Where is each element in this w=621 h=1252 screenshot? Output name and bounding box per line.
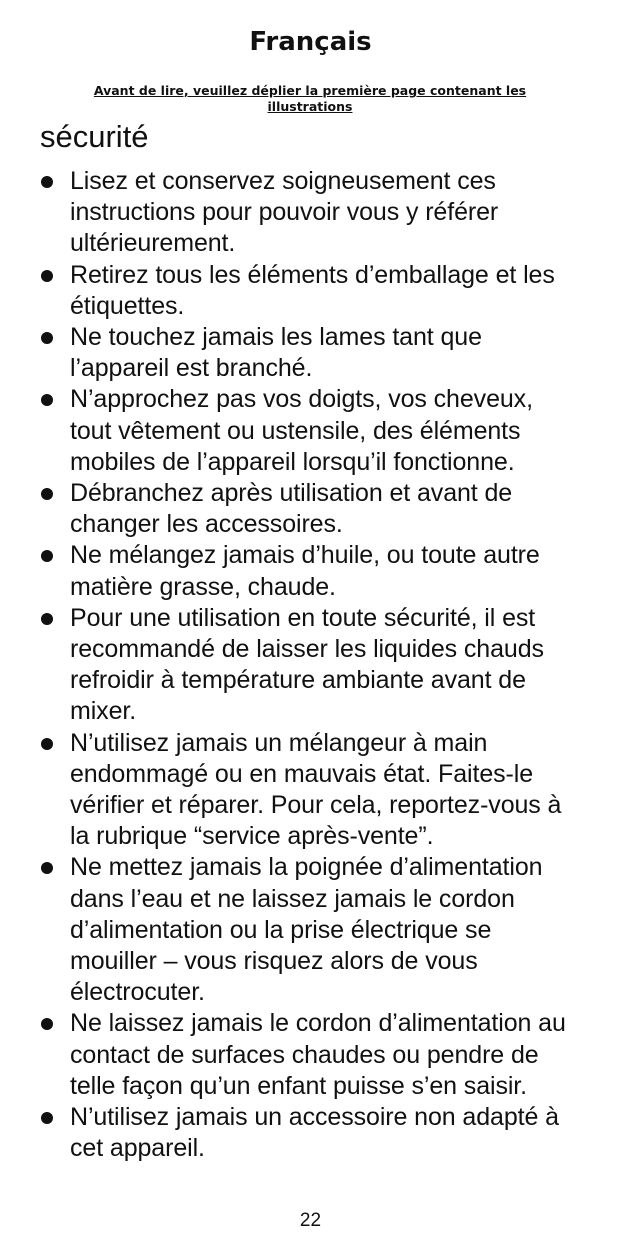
safety-list bbox=[0, 166, 621, 1165]
bullet-icon bbox=[41, 270, 53, 282]
list-item bbox=[0, 1102, 621, 1164]
list-item-text: N’approchez pas vos doigts, vos cheveux, tout vêtement ou ustensile, des éléments mobiles de l’appareil lorsqu’il fonctionne. bbox=[70, 385, 533, 476]
list-item bbox=[0, 540, 621, 602]
list-item-text: Ne mettez jamais la poignée d’alimentation dans l’eau et ne laissez jamais le cordon d’alimentation ou la prise électrique se mouiller – vous risquez alors de vous électrocuter. bbox=[70, 853, 543, 1007]
list-item-text: Ne mélangez jamais d’huile, ou toute autre matière grasse, chaude. bbox=[70, 541, 540, 601]
page-number: 22 bbox=[299, 1210, 322, 1231]
list-item bbox=[0, 384, 621, 478]
page-title: Français bbox=[249, 27, 372, 57]
list-item bbox=[0, 603, 621, 728]
unfold-notice: Avant de lire, veuillez déplier la première page contenant les illustrations bbox=[93, 83, 527, 114]
list-item-text: Lisez et conservez soigneusement ces instructions pour pouvoir vous y référer ultérieurement. bbox=[70, 167, 499, 258]
bullet-icon bbox=[41, 1112, 53, 1124]
bullet-icon bbox=[41, 613, 53, 625]
bullet-icon bbox=[41, 176, 53, 188]
list-item-text: N’utilisez jamais un mélangeur à main endommagé ou en mauvais état. Faites-le vérifier et réparer. Pour cela, reportez-vous à la rubrique “service après-vente”. bbox=[70, 728, 562, 851]
list-item bbox=[0, 478, 621, 540]
bullet-icon bbox=[41, 550, 53, 562]
bullet-icon bbox=[41, 488, 53, 500]
list-item bbox=[0, 166, 621, 260]
list-item-text: N’utilisez jamais un accessoire non adapté à cet appareil. bbox=[70, 1103, 559, 1163]
list-item bbox=[0, 728, 621, 853]
bullet-icon bbox=[41, 332, 53, 344]
bullet-icon bbox=[41, 1018, 53, 1030]
bullet-icon bbox=[41, 738, 53, 750]
list-item bbox=[0, 322, 621, 384]
list-item bbox=[0, 1008, 621, 1102]
list-item-text: Débranchez après utilisation et avant de changer les accessoires. bbox=[70, 479, 513, 539]
list-item-text: Pour une utilisation en toute sécurité, il est recommandé de laisser les liquides chauds refroidir à température ambiante avant de mixer. bbox=[70, 603, 544, 726]
bullet-icon bbox=[41, 394, 53, 406]
section-heading: sécurité bbox=[40, 119, 149, 154]
bullet-icon bbox=[41, 862, 53, 874]
list-item bbox=[0, 852, 621, 1008]
list-item-text: Ne laissez jamais le cordon d’alimentation au contact de surfaces chaudes ou pendre de telle façon qu’un enfant puisse s’en saisir. bbox=[70, 1009, 566, 1100]
list-item bbox=[0, 260, 621, 322]
list-item-text: Ne touchez jamais les lames tant que l’appareil est branché. bbox=[70, 323, 482, 383]
list-item-text: Retirez tous les éléments d’emballage et les étiquettes. bbox=[70, 260, 555, 320]
